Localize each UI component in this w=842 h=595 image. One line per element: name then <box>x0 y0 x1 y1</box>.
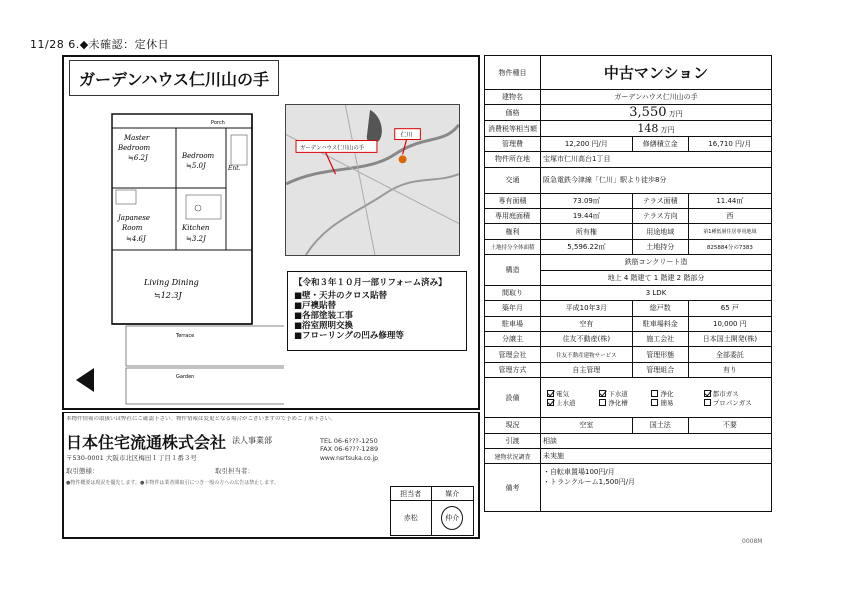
land-law-label: 国土法 <box>632 418 688 433</box>
row-value-2: 825884分の7383 <box>688 239 771 254</box>
reform-item: ■浴室照明交換 <box>294 321 354 331</box>
handover-value: 相談 <box>541 433 772 448</box>
stamp-header-2: 媒介 <box>431 487 473 501</box>
floor-plan <box>66 100 284 405</box>
row-value-2: 16,710 円/月 <box>688 136 771 151</box>
remarks-label: 備考 <box>485 464 541 512</box>
fp-bedroom2: Bedroom <box>182 152 215 160</box>
layout-value: 3 LDK <box>541 285 772 300</box>
inspection-label: 建物状況調査 <box>485 449 541 464</box>
header-text: 11/28 6.◆未確認：定休日 <box>30 38 170 51</box>
fp-kitchen-size: ≒3.2J <box>186 235 206 243</box>
footer-code: 0008M <box>742 538 763 545</box>
row-label-2: 修繕積立金 <box>632 136 688 151</box>
remark-line: ・トランクルーム1,500円/月 <box>543 478 636 487</box>
row-value: 平成10年3月 <box>541 301 633 316</box>
map-label-property: ガーデンハウス仁川山の手 <box>299 145 365 152</box>
facility-name: 浄化 <box>660 389 674 398</box>
facility-name: 上水道 <box>556 398 576 407</box>
row-label: 構造 <box>485 255 541 286</box>
row-label-2: 用途地域 <box>632 224 688 239</box>
row-label: 建物名 <box>485 90 541 105</box>
property-title: ガーデンハウス仁川山の手 <box>69 60 279 96</box>
company-tel: TEL 06-6???-1250 <box>320 437 378 445</box>
company-address: 〒530-0001 大阪市北区梅田１丁目１番３号 <box>66 454 197 462</box>
row-label: 間取り <box>485 285 541 300</box>
tax-value: 148 <box>637 122 659 136</box>
check-icon <box>651 399 658 406</box>
row-label: 消費税等相当額 <box>485 121 541 136</box>
facility-item <box>599 398 649 407</box>
reform-item: ■戸襖貼替 <box>294 301 337 311</box>
facility-item <box>599 389 649 398</box>
check-icon <box>651 390 658 397</box>
reform-title: 【令和３年１０月一部リフォーム済み】 <box>294 278 447 288</box>
row-label-2: 施工会社 <box>632 332 688 347</box>
row-label: 専用庭面積 <box>485 208 541 223</box>
row-label: 駐車場 <box>485 316 541 331</box>
row-value: 自主管理 <box>541 362 633 377</box>
facility-item <box>651 398 701 407</box>
reform-item: ■各部塗装工事 <box>294 311 354 321</box>
row-value-2: 有り <box>688 362 771 377</box>
fp-terrace: Terrace <box>176 333 195 339</box>
check-icon <box>599 399 606 406</box>
row-value: 5,596.22㎡ <box>541 239 633 254</box>
facility-name: 浄化槽 <box>608 398 628 407</box>
row-value: 12,200 円/月 <box>541 136 633 151</box>
row-label: 専有面積 <box>485 193 541 208</box>
row-label: 交通 <box>485 167 541 193</box>
facility-item <box>704 389 754 398</box>
remark-line: ・自転車置場100円/月 <box>543 468 615 477</box>
row-label: 価格 <box>485 105 541 121</box>
fp-master-bedroom: Bedroom <box>118 144 151 152</box>
facilities-cell <box>541 378 772 418</box>
fp-ent: Ent. <box>228 165 241 172</box>
fp-master-size: ≒6.2J <box>128 154 148 162</box>
stamp-box <box>390 486 474 536</box>
status-value: 空室 <box>541 418 633 433</box>
company-registration: 取引態様： <box>66 467 99 475</box>
inspection-value: 未実施 <box>541 449 772 464</box>
company-staff: 取引担当者： <box>215 467 254 475</box>
facility-item <box>704 398 754 407</box>
handover-label: 引渡 <box>485 433 541 448</box>
access-value: 阪急電鉄今津線「仁川」駅より徒歩8分 <box>541 167 772 193</box>
reform-item: ■壁・天井のクロス貼替 <box>294 291 388 301</box>
row-label: 築年月 <box>485 301 541 316</box>
fp-garden: Garden <box>176 374 195 380</box>
row-value: 73.09㎡ <box>541 193 633 208</box>
facility-item <box>651 389 701 398</box>
row-label: 管理費 <box>485 136 541 151</box>
reform-item: ■フローリングの凹み修理等 <box>294 331 404 341</box>
facility-name: 都市ガス <box>712 389 739 398</box>
row-label-2: テラス面積 <box>632 193 688 208</box>
tax-cell <box>541 121 772 136</box>
row-value-2: 65 戸 <box>688 301 771 316</box>
map-label-station: 仁川 <box>400 132 413 139</box>
row-label: 物件所在地 <box>485 152 541 167</box>
row-label: 分譲主 <box>485 332 541 347</box>
fp-bedroom2-size: ≒5.0J <box>186 162 206 170</box>
fp-living-size: ≒12.3J <box>154 291 182 300</box>
facilities-label: 設備 <box>485 378 541 418</box>
row-label: 管理会社 <box>485 347 541 362</box>
row-value-2: 11.44㎡ <box>688 193 771 208</box>
check-icon <box>599 390 606 397</box>
stamp-value-1: 赤松 <box>391 501 432 536</box>
row-value: 住友不動産建物サービス <box>541 347 633 362</box>
facility-name: 電気 <box>556 389 569 398</box>
fp-porch: Porch <box>211 120 225 126</box>
row-value: 19.44㎡ <box>541 208 633 223</box>
facility-item <box>547 398 597 407</box>
company-name: 日本住宅流通株式会社 <box>66 433 227 452</box>
type-value: 中古マンション <box>541 56 772 90</box>
row-value-2: 西 <box>688 208 771 223</box>
type-label: 物件種目 <box>485 56 541 90</box>
company-dept: 法人事業部 <box>232 436 272 445</box>
facility-name: 簡易 <box>660 398 674 407</box>
row-label: 権利 <box>485 224 541 239</box>
fp-japanese-size: ≒4.6J <box>126 235 146 243</box>
address-value: 宝塚市仁川高台1丁目 <box>541 152 772 167</box>
price-value: 3,550 <box>629 105 667 121</box>
fp-kitchen: Kitchen <box>182 224 210 232</box>
row-value: 所有権 <box>541 224 633 239</box>
row-label-2: 土地持分 <box>632 239 688 254</box>
row-value-2: 日本国土開発(株) <box>688 332 771 347</box>
fp-japanese: Japanese <box>118 214 151 222</box>
price-cell <box>541 105 772 121</box>
row-label: 土地持分全体面積 <box>485 239 541 254</box>
company-phone <box>320 437 378 453</box>
row-value-2: 第1種低層住居専用地域 <box>688 224 771 239</box>
fp-master: Master <box>124 134 150 142</box>
price-unit: 万円 <box>668 110 683 119</box>
company-url: www.nsrtsuka.co.jp <box>320 455 378 462</box>
facility-name: 下水道 <box>608 389 628 398</box>
fp-room: Room <box>122 224 143 232</box>
facility-item <box>547 389 597 398</box>
row-label-2: テラス方向 <box>632 208 688 223</box>
row-label-2: 総戸数 <box>632 301 688 316</box>
stamp-header-1: 担当者 <box>391 487 432 501</box>
structure-value: 鉄筋コンクリート造 <box>541 255 772 270</box>
row-label-2: 管理形態 <box>632 347 688 362</box>
check-icon <box>547 390 554 397</box>
facility-name: プロパンガス <box>712 398 752 407</box>
status-label: 現況 <box>485 418 541 433</box>
check-icon <box>704 399 711 406</box>
row-label-2: 管理組合 <box>632 362 688 377</box>
row-value-2: 全部委託 <box>688 347 771 362</box>
company-fax: FAX 06-6???-1289 <box>320 445 379 453</box>
row-value: 空有 <box>541 316 633 331</box>
reform-box <box>287 271 467 351</box>
fp-living: Living Dining <box>144 278 199 287</box>
stamp-value-2 <box>431 501 473 536</box>
stamp-circle: 仲介 <box>441 506 463 530</box>
building-name: ガーデンハウス仁川山の手 <box>541 90 772 105</box>
floors-value: 地上 4 階建て 1 階建 2 階部分 <box>541 270 772 285</box>
remarks-cell <box>541 464 772 512</box>
location-map <box>285 104 460 256</box>
row-label-2: 駐車場料金 <box>632 316 688 331</box>
property-details-table <box>484 55 772 512</box>
check-icon <box>704 390 711 397</box>
check-icon <box>547 399 554 406</box>
row-value-2: 10,000 円 <box>688 316 771 331</box>
land-law-value: 不要 <box>688 418 771 433</box>
company-notice: 本物件情報の取扱いは弊社にご確認下さい。物件情報は変更となる場合がございますので予めご了承下さい。 <box>66 416 336 422</box>
tax-unit: 万円 <box>660 126 675 135</box>
company-fine-print: ●物件概要は現況を優先します。●本物件は業者間取引につき一般の方への広告は禁止します。 <box>66 480 279 486</box>
row-label: 管理方式 <box>485 362 541 377</box>
row-value: 住友不動産(株) <box>541 332 633 347</box>
